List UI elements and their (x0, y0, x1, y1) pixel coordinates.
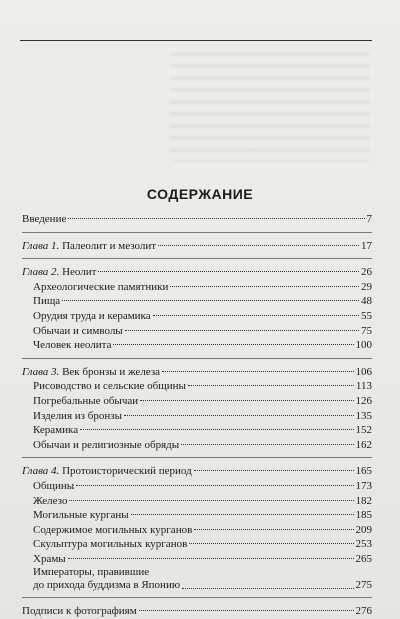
entry-page: 276 (355, 605, 372, 618)
entry-label-line: до прихода буддизма в Японию (33, 579, 181, 592)
dot-leader (76, 484, 353, 486)
toc-subentry (22, 423, 372, 438)
chapter-title: Неолит (62, 266, 97, 279)
entry-page: 75 (361, 324, 372, 337)
dot-leader (189, 542, 353, 544)
entry-page: 100 (355, 339, 372, 352)
toc-subentry (22, 523, 372, 538)
entry-page: 26 (361, 266, 372, 279)
entry-label: Содержимое могильных курганов (33, 523, 193, 536)
entry-page: 185 (355, 509, 372, 522)
entry-page: 253 (355, 538, 372, 551)
entry-label: Рисоводство и сельские общины (33, 380, 186, 393)
entry-page: 173 (355, 479, 372, 492)
dot-leader (139, 609, 354, 611)
entry-label (22, 365, 160, 380)
toc-subentry (22, 479, 372, 494)
toc-subentry (22, 494, 372, 509)
toc-subentry (22, 409, 372, 424)
entry-page: 48 (361, 295, 372, 308)
toc-group-captions (22, 604, 372, 619)
dot-leader (62, 299, 359, 301)
toc-subentry-multiline (22, 566, 372, 592)
entry-page: 209 (355, 523, 372, 536)
page-title: СОДЕРЖАНИЕ (146, 186, 254, 202)
toc-entry (22, 604, 372, 619)
entry-page: 113 (355, 380, 372, 393)
dot-leader (194, 469, 354, 471)
toc-entry (22, 239, 372, 254)
entry-label: Человек неолита (33, 339, 112, 352)
entry-label: Пища (33, 295, 61, 308)
toc-entry (22, 265, 372, 280)
entry-label: Храмы (33, 552, 66, 565)
entry-page: 17 (361, 239, 372, 252)
dot-leader (182, 587, 353, 589)
toc-group-chapter-1 (22, 239, 372, 260)
entry-page: 165 (355, 465, 372, 478)
toc-subentry (22, 552, 372, 567)
toc-subentry (22, 280, 372, 295)
entry-page: 182 (355, 494, 372, 507)
toc-group-intro (22, 212, 372, 233)
entry-label: Введение (22, 213, 67, 225)
toc-group-chapter-4 (22, 464, 372, 598)
dot-leader (188, 384, 354, 386)
dot-leader (113, 343, 353, 345)
toc-subentry (22, 294, 372, 309)
toc-subentry (22, 537, 372, 552)
toc-subentry (22, 438, 372, 453)
dot-leader (131, 513, 354, 515)
entry-label: Подписи к фотографиям (22, 605, 137, 618)
entry-page: 126 (355, 394, 372, 407)
dot-leader (125, 329, 359, 331)
entry-label: Могильные курганы (33, 509, 129, 522)
toc-subentry (22, 508, 372, 523)
entry-page: 106 (355, 365, 372, 378)
entry-label: Археологические памятники (33, 280, 169, 293)
entry-label (22, 265, 96, 280)
toc-subentry (22, 309, 372, 324)
dot-leader (158, 244, 359, 246)
entry-label: Общины (33, 479, 75, 492)
dot-leader (170, 285, 359, 287)
top-rule (20, 40, 372, 41)
entry-label: Железо (33, 494, 68, 507)
chapter-number: Глава 4. (22, 465, 60, 478)
entry-label: Изделия из бронзы (33, 409, 122, 422)
dot-leader (162, 370, 353, 372)
entry-page: 152 (355, 424, 372, 437)
entry-label: Погребальные обычаи (33, 394, 139, 407)
dot-leader (98, 270, 359, 272)
dot-leader (68, 217, 364, 219)
dot-leader (68, 557, 354, 559)
entry-label-line: Императоры, правившие (33, 566, 150, 579)
entry-page: 29 (361, 280, 372, 293)
dot-leader (140, 399, 353, 401)
dot-leader (69, 499, 353, 501)
toc-group-chapter-2 (22, 265, 372, 359)
chapter-number: Глава 3. (22, 365, 60, 378)
toc-entry (22, 365, 372, 380)
dot-leader (80, 428, 353, 430)
toc-subentry (22, 338, 372, 353)
entry-label: Орудия труда и керамика (33, 309, 151, 322)
entry-label: Скульптура могильных курганов (33, 538, 188, 551)
entry-label (33, 566, 180, 592)
dot-leader (124, 414, 354, 416)
entry-label: Обычаи и религиозные обряды (33, 438, 180, 451)
toc-entry (22, 212, 372, 227)
dot-leader (181, 443, 353, 445)
table-of-contents (22, 212, 372, 619)
entry-label (22, 239, 156, 254)
dot-leader (194, 528, 353, 530)
toc-group-chapter-3 (22, 365, 372, 459)
entry-page: 7 (366, 213, 372, 225)
chapter-title: Век бронзы и железа (62, 365, 161, 378)
entry-label: Керамика (33, 424, 79, 437)
chapter-number: Глава 1. (22, 239, 60, 252)
toc-entry (22, 464, 372, 479)
bleed-through (170, 52, 370, 162)
entry-page: 135 (355, 409, 372, 422)
toc-subentry (22, 324, 372, 339)
dot-leader (153, 314, 359, 316)
chapter-title: Протоисторический период (62, 465, 192, 478)
entry-page: 265 (355, 552, 372, 565)
entry-page: 55 (361, 309, 372, 322)
chapter-title: Палеолит и мезолит (62, 239, 157, 252)
toc-subentry (22, 379, 372, 394)
entry-page: 162 (355, 438, 372, 451)
entry-page: 275 (355, 579, 372, 592)
chapter-number: Глава 2. (22, 266, 60, 279)
toc-subentry (22, 394, 372, 409)
entry-label: Обычаи и символы (33, 324, 123, 337)
entry-label (22, 464, 192, 479)
